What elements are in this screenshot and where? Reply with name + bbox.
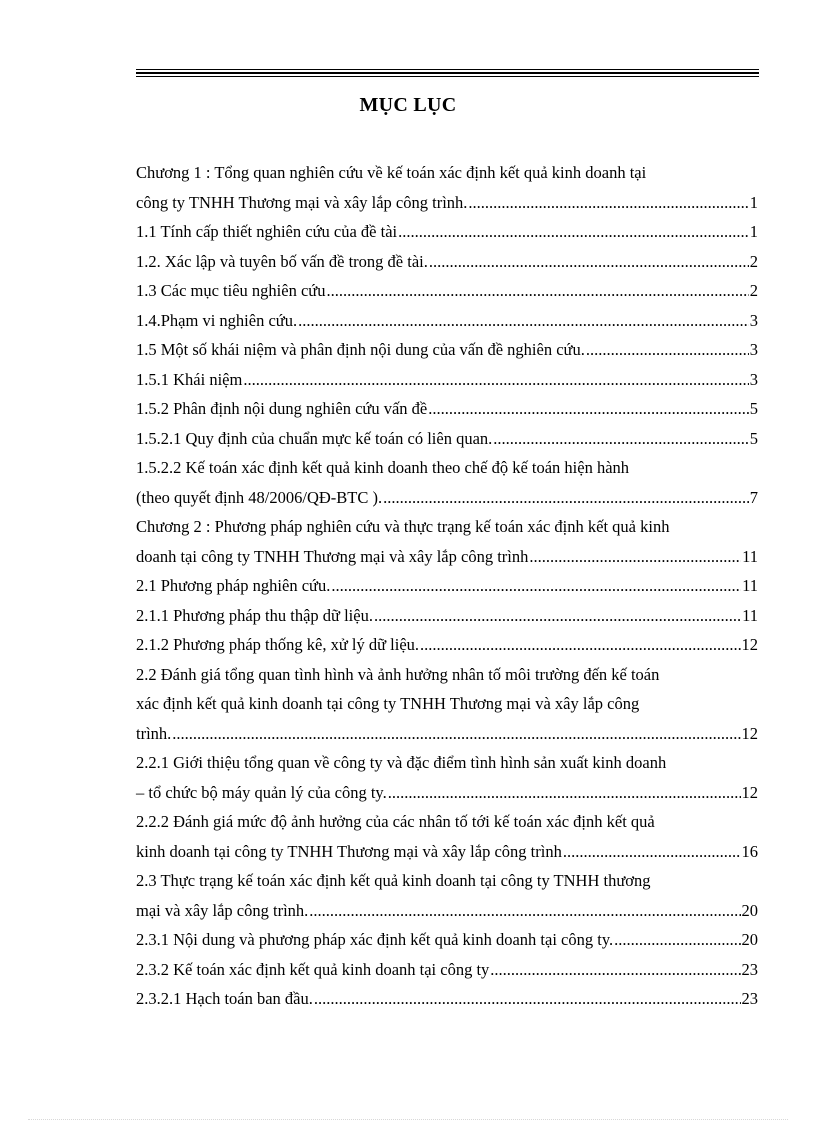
toc-entry[interactable] xyxy=(136,453,758,512)
toc-page-number: 23 xyxy=(741,989,758,1008)
toc-entry-heading-line: 1.5.2.2 Kế toán xác định kết quả kinh doanh theo chế độ kế toán hiện hành xyxy=(136,458,630,477)
toc-page-number: 12 xyxy=(741,723,758,743)
toc-entry-row xyxy=(136,365,758,395)
toc-entry[interactable] xyxy=(136,158,758,217)
toc-entry[interactable] xyxy=(136,630,758,660)
toc-entry[interactable] xyxy=(136,748,758,807)
toc-entry-row xyxy=(136,335,758,365)
toc-entry-row xyxy=(136,837,758,867)
toc-entry-text: 1.5.1 Khái niệm xyxy=(136,369,243,389)
toc-entry-text: kinh doanh tại công ty TNHH Thương mại và xây lắp công trình xyxy=(136,841,562,861)
toc-entry-text: 2.3.2.1 Hạch toán ban đầu. xyxy=(136,989,313,1008)
page-bottom-dotted-border xyxy=(28,1119,788,1120)
toc-dot-leader xyxy=(331,571,741,601)
toc-entry-text: trình. xyxy=(136,723,172,743)
toc-page-number: 1 xyxy=(749,192,758,212)
toc-entry-heading-line: 2.2.1 Giới thiệu tổng quan về công ty và đặc điểm tình hình sản xuất kinh doanh xyxy=(136,753,667,772)
toc-page-number: 2 xyxy=(749,281,758,300)
toc-entry[interactable] xyxy=(136,984,758,1014)
toc-dot-leader xyxy=(398,217,749,247)
toc-entry-row xyxy=(136,542,758,572)
toc-entry-heading-line: 2.2 Đánh giá tổng quan tình hình và ảnh hưởng nhân tố môi trường đến kế toán xyxy=(136,664,660,684)
toc-dot-leader xyxy=(563,837,741,867)
toc-entry-heading-line: 2.3 Thực trạng kế toán xác định kết quả kinh doanh tại công ty TNHH thương xyxy=(136,871,651,890)
toc-entry-heading-line: Chương 1 : Tổng quan nghiên cứu về kế toán xác định kết quả kinh doanh tại xyxy=(136,163,647,182)
toc-entry-row xyxy=(136,630,758,660)
toc-page-number: 12 xyxy=(741,635,758,654)
toc-entry[interactable] xyxy=(136,660,758,749)
toc-entry-text: – tổ chức bộ máy quản lý của công ty. xyxy=(136,782,387,802)
toc-entry[interactable] xyxy=(136,217,758,247)
toc-page-number: 23 xyxy=(741,959,758,979)
toc-dot-leader xyxy=(429,247,749,277)
toc-dot-leader xyxy=(614,925,740,955)
toc-entry-row xyxy=(136,571,758,601)
toc-entry-row xyxy=(136,424,758,454)
toc-entry-text: 1.5.2 Phân định nội dung nghiên cứu vấn đề xyxy=(136,399,428,418)
toc-entry-row xyxy=(136,306,758,336)
toc-entry[interactable] xyxy=(136,866,758,925)
toc-entry-row xyxy=(136,394,758,424)
toc-entry[interactable] xyxy=(136,394,758,424)
toc-entry-row xyxy=(136,217,758,247)
toc-page-number: 2 xyxy=(749,251,758,271)
toc-entry[interactable] xyxy=(136,571,758,601)
toc-entry[interactable] xyxy=(136,807,758,866)
toc-entry-heading-line: Chương 2 : Phương pháp nghiên cứu và thực trạng kế toán xác định kết quả kinh xyxy=(136,517,670,536)
toc-dot-leader xyxy=(374,601,741,631)
toc-entry-row xyxy=(136,276,758,306)
table-of-contents xyxy=(136,158,758,1014)
toc-entry-row xyxy=(136,896,758,926)
toc-entry-text: 2.3.1 Nội dung và phương pháp xác định kết quả kinh doanh tại công ty. xyxy=(136,930,614,949)
toc-entry[interactable] xyxy=(136,335,758,365)
toc-entry[interactable] xyxy=(136,247,758,277)
toc-entry-text: 2.1 Phương pháp nghiên cứu. xyxy=(136,576,331,595)
toc-dot-leader xyxy=(309,896,740,926)
toc-entry-row xyxy=(136,601,758,631)
toc-entry-text: (theo quyết định 48/2006/QĐ-BTC ). xyxy=(136,487,383,507)
toc-entry-heading-line: 2.2.2 Đánh giá mức độ ảnh hưởng của các nhân tố tới kế toán xác định kết quả xyxy=(136,812,655,831)
toc-entry-row xyxy=(136,247,758,277)
header-rule-thin-top xyxy=(136,69,759,70)
toc-dot-leader xyxy=(243,365,748,395)
toc-entry-text: 1.5 Một số khái niệm và phân định nội dung của vấn đề nghiên cứu. xyxy=(136,340,585,359)
toc-page-number: 11 xyxy=(742,605,758,625)
toc-entry-row xyxy=(136,778,758,808)
toc-entry[interactable] xyxy=(136,512,758,571)
toc-page-number: 16 xyxy=(741,841,758,861)
toc-entry-text: 1.5.2.1 Quy định của chuẩn mực kế toán có liên quan. xyxy=(136,428,493,448)
toc-dot-leader xyxy=(586,335,749,365)
toc-entry-heading-line: xác định kết quả kinh doanh tại công ty TNHH Thương mại và xây lắp công xyxy=(136,694,640,713)
toc-page-number: 3 xyxy=(749,340,758,359)
toc-entry-row xyxy=(136,925,758,955)
toc-entry-row xyxy=(136,188,758,218)
toc-dot-leader xyxy=(314,984,741,1014)
toc-entry[interactable] xyxy=(136,365,758,395)
toc-entry-row xyxy=(136,719,758,749)
toc-entry[interactable] xyxy=(136,955,758,985)
toc-page-number: 3 xyxy=(749,310,758,330)
toc-entry-text: 1.3 Các mục tiêu nghiên cứu xyxy=(136,281,326,300)
toc-entry-text: 2.3.2 Kế toán xác định kết quả kinh doanh tại công ty xyxy=(136,959,490,979)
toc-entry-text: mại và xây lắp công trình. xyxy=(136,900,309,920)
toc-page-number: 20 xyxy=(741,900,758,920)
toc-entry-text: 1.1 Tính cấp thiết nghiên cứu của đề tài xyxy=(136,222,398,241)
toc-page-number: 5 xyxy=(749,399,758,418)
toc-entry[interactable] xyxy=(136,424,758,454)
toc-dot-leader xyxy=(428,394,749,424)
toc-entry-row xyxy=(136,984,758,1014)
toc-dot-leader xyxy=(493,424,748,454)
toc-entry[interactable] xyxy=(136,925,758,955)
toc-dot-leader xyxy=(468,188,748,218)
header-rule-thin-bottom xyxy=(136,76,759,77)
toc-dot-leader xyxy=(388,778,741,808)
page-title: MỤC LỤC xyxy=(359,94,457,116)
toc-entry-text: doanh tại công ty TNHH Thương mại và xây lắp công trình xyxy=(136,546,529,566)
toc-dot-leader xyxy=(172,719,740,749)
toc-entry[interactable] xyxy=(136,306,758,336)
toc-entry-text: 1.4.Phạm vi nghiên cứu. xyxy=(136,310,298,330)
toc-entry-text: 2.1.2 Phương pháp thống kê, xử lý dữ liệu. xyxy=(136,635,420,654)
toc-dot-leader xyxy=(326,276,748,306)
toc-entry[interactable] xyxy=(136,276,758,306)
toc-page-number: 1 xyxy=(749,222,758,241)
toc-entry-row xyxy=(136,483,758,513)
toc-page-number: 11 xyxy=(742,576,758,595)
toc-dot-leader xyxy=(298,306,749,336)
toc-dot-leader xyxy=(490,955,740,985)
toc-page-number: 11 xyxy=(742,546,758,566)
toc-entry-text: công ty TNHH Thương mại và xây lắp công trình. xyxy=(136,192,468,212)
toc-entry-row xyxy=(136,955,758,985)
header-rule-thick xyxy=(136,72,759,74)
toc-entry-text: 2.1.1 Phương pháp thu thập dữ liệu. xyxy=(136,605,373,625)
toc-page-number: 5 xyxy=(749,428,758,448)
toc-page-number: 7 xyxy=(749,487,758,507)
toc-dot-leader xyxy=(383,483,749,513)
toc-page-number: 12 xyxy=(741,782,758,802)
toc-page-number: 20 xyxy=(741,930,758,949)
toc-dot-leader xyxy=(529,542,741,572)
toc-entry[interactable] xyxy=(136,601,758,631)
toc-dot-leader xyxy=(420,630,740,660)
toc-entry-text: 1.2. Xác lập và tuyên bố vấn đề trong đề tài. xyxy=(136,251,428,271)
toc-page-number: 3 xyxy=(749,369,758,389)
